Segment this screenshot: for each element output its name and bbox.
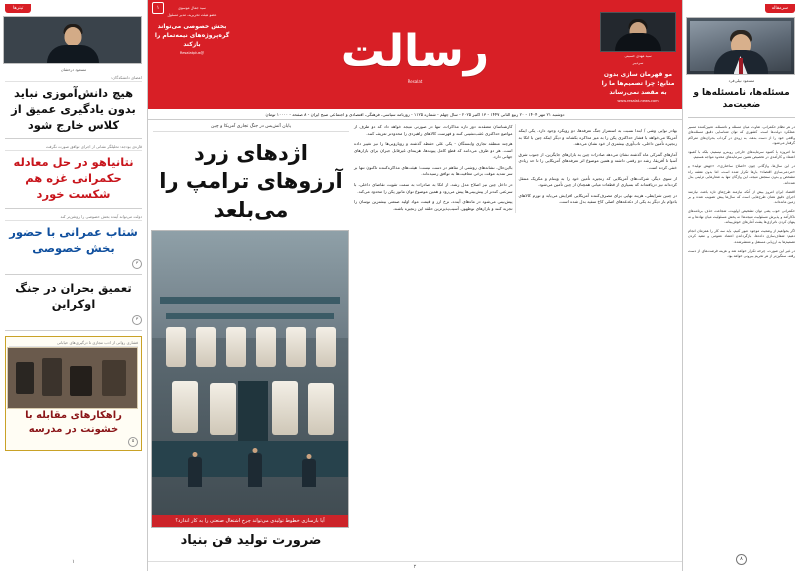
portrait-body (615, 33, 661, 51)
photo-roll (272, 381, 298, 435)
photo-roll (166, 327, 186, 367)
divider (5, 138, 142, 139)
masthead-logo-area (236, 0, 594, 108)
editorial-paragraph: در این سال‌ها، واژگانی چون «اصلاح ساختاری»، «جهش تولید» و «مردمی‌سازی اقتصاد» بارها تکرار شده است، اما بدون نقشه راه مشخص و بدون سنجش نتیجه، این واژگان تنها به شعارهایی تزئینی بدل شده‌اند. (688, 164, 795, 185)
issue-dateline: دوشنبه ۲۱ مهر ۱۴۰۴ - ۲۰ ربیع الثانی ۱۴۴۷ - ۱۳ اکتبر ۲۰۲۵ - سال چهلم - شماره ۱۱۲۵ - روزنامه سیاسی، فرهنگی، اقتصادی و اجتماعی صبح ایران - ۸ صفحه - ۱۰۰۰۰ تومان (148, 108, 682, 120)
divider (5, 208, 142, 209)
photo-roll (196, 327, 216, 367)
editorial-tab: سرمقاله (765, 4, 795, 13)
body-paragraph: آمارهای گمرکی ماه گذشته نشان می‌دهد صادرات چین به بازارهای جایگزین، از جنوب شرق آسیا تا آفریقا، رشد دو رقمی داشته و همین موضوع اثر تعرفه‌های آمریکایی را تا حد زیادی خنثی کرده است. (518, 151, 677, 170)
right-column-portrait (3, 16, 142, 64)
body-paragraph: در داخل چین نیز اصلاح مدل رشد، از اتکا به صادرات به سمت تقویت تقاضای داخلی، با سرعتی کندتر از پیش‌بینی‌ها پیش می‌رود و همین موضوع توان مانور پکن را محدود می‌کند. (354, 182, 513, 194)
photo-rack (160, 297, 340, 304)
portrait-head (64, 27, 81, 46)
right-column-tab: تیترها (5, 4, 31, 13)
page-ref-badge: ۳ (132, 259, 142, 269)
photo-worker (248, 453, 262, 487)
page-ref-badge: ۳ (132, 315, 142, 325)
photo-wall (152, 231, 348, 338)
masthead-left-portrait (600, 12, 676, 52)
editorial-page-number (688, 551, 795, 565)
photo-worker (302, 459, 316, 487)
body-paragraph: بهادر نوایی وشی / ابتدا نسبت به استمرار جنگ تعرفه‌ها، دو رویکرد وجود دارد. یکی اینکه آمریکا می‌خواهد با فشار حداکثری پکن را به میز مذاکره بکشاند و دیگر اینکه چین با اتکا به زنجیره تأمین داخلی، تاب‌آوری بیشتری از خود نشان می‌دهد. (518, 128, 677, 147)
lead-kicker: پایان آتش‌بس در جنگ تجاری آمریکا و چین (153, 124, 349, 132)
photo-roll (226, 327, 246, 367)
right-item3-headline[interactable]: شتاب عمرانی با حضور بخش خصوصی (9, 224, 138, 255)
right-item2-overline: قاره‌ی بودجه: تحلیلگر نشانی از اجرای توافق صورت نگرفت (5, 144, 142, 151)
page-badge: ۱ (152, 2, 164, 14)
right-headlines-column (0, 0, 148, 571)
masthead-left-panel (594, 0, 682, 108)
center-column (148, 0, 682, 571)
editorial-paragraph: در غیر این صورت، چرخه تکرار خواهد شد و هزینه فرصت‌های از دست رفته، سنگین‌تر از هر تحریم بیرونی خواهد بود. (688, 248, 795, 259)
body-paragraph: بااین‌حال، نشانه‌های روشنی از تفاهم در دست نیست؛ هیئت‌های مذاکره‌کننده تاکنون تنها بر سر تمدید موقت برخی معافیت‌ها به توافق رسیده‌اند. (354, 164, 513, 177)
photo-roll (210, 383, 236, 435)
body-paragraph: در چنین شرایطی، هزینه نهایی برای مصرف‌کننده آمریکایی افزایش می‌یابد و تورم کالاهای بادوام بار دیگر به یکی از دغدغه‌های اصلی کاخ سفید بدل شده است. (518, 192, 677, 205)
masthead-left-headline[interactable]: مو قهرمان سازی بدون منابع: چرا تصمیم‌ها ما را به مقصد نمی‌رساند (601, 70, 675, 96)
photo-figure (70, 366, 92, 396)
photo-roll (308, 383, 334, 435)
photo-roll (286, 327, 306, 367)
photo-roll (316, 327, 336, 367)
right-boxed-story (5, 336, 142, 451)
editorial-portrait (686, 17, 795, 75)
masthead-right-role: عضو هیئت تحریریه، مدیر مسئول (167, 13, 217, 18)
right-item4-headline[interactable]: تعمیق بحران در جنگ اوکراین (15, 280, 132, 311)
photo-roll (172, 381, 198, 433)
right-item2-headline[interactable]: نتانیاهو در حل معادله حکمرانی غزه هم شکست خورد (13, 155, 134, 202)
editorial-title[interactable]: مسئله‌ها، نامسئله‌ها و ضعیت‌مد (693, 88, 790, 111)
masthead-left-role: سردبیر (632, 61, 644, 66)
worker-head (193, 452, 198, 457)
masthead-website[interactable]: www.resalat-news.com (617, 98, 659, 103)
editorial-paragraph: در هر نظام حکمرانی، تفاوت میان مسئله و نامسئله، تعیین‌کننده مسیر عملکرد دولت‌ها است. کشوری که توان شناسایی دقیق مسئله‌های واقعی خود را از دست بدهد، به زودی در گرداب بحران‌های متراکم گرفتار می‌شود. (688, 124, 795, 146)
masthead-left-name: سید مهدی حسینی (624, 53, 652, 58)
right-item1-overline: اعضای دانشکدگان: (5, 75, 142, 82)
editorial-body (688, 121, 795, 263)
divider (5, 330, 142, 331)
right-item4-badge-row (5, 315, 142, 325)
body-paragraph: پیش‌بینی می‌شود در ماه‌های آینده، نرخ ارز و قیمت مواد اولیه صنعتی بیشترین نوسان را تجربه کنند و بازارهای نوظهور، آسیب‌پذیرترین حلقه این زنجیره باشند. (354, 199, 513, 211)
photo-figure (16, 362, 34, 394)
photo-roll (256, 327, 276, 367)
masthead-right-headline[interactable]: بخش خصوصی می‌تواند گره‌پروژه‌های نیمه‌تمام را بازکند (154, 22, 230, 48)
photo-rack (166, 313, 334, 319)
front-page-main (148, 120, 682, 561)
photo-worker (188, 457, 202, 487)
page-ref-badge: ۵ (128, 437, 138, 447)
lead-subheadline[interactable]: ضرورت تولید فن بنیاد (180, 533, 322, 549)
page-number-badge: ۸ (736, 554, 747, 565)
masthead-right-name: سید جمال موسوی (178, 6, 206, 10)
lead-photo (151, 230, 349, 528)
editorial-paragraph: ما امروزه با کمبود سرمایه‌های خارجی روبه‌رو نیستیم، بلکه با کمبود اعتماد و کارآمدی در تخصیص همین سرمایه‌های محدود مواجه هستیم. (688, 150, 795, 160)
right-item5-headline[interactable]: راهکارهای مقابله با خشونت در مدرسه (25, 409, 122, 435)
right-item1-headline[interactable]: هیچ دانش‌آموزی نباید بدون یادگیری عمیق از کلاس خارج شود (11, 86, 136, 133)
photo-figure (102, 360, 126, 396)
photo-figure (42, 358, 62, 396)
body-paragraph: کارشناسان معتقدند دور تازه مذاکرات، تنها در صورتی نتیجه خواهد داد که دو طرف از مواضع حداکثری عقب‌نشینی کنند و فهرست کالاهای راهبردی را محدودتر تعریف کنند. (354, 124, 513, 136)
editorial-byline: مسعود نیلی‌فرد (728, 78, 755, 83)
center-page-number: ۲ (148, 561, 682, 571)
right-item3-overline: دولت می‌تواند آینده بخش خصوصی را روشن‌تر کند (5, 214, 142, 221)
lead-headline[interactable]: اژدهای زرد آرزوهای ترامپ را می‌بلعد (159, 141, 343, 222)
lead-body-text (354, 124, 677, 213)
editorial-paragraph: اقتصاد ایران امروز بیش از آنکه نیازمند طرح‌های تازه باشد، نیازمند اجرای دقیق همان طرح‌هایی است که سال‌ها پیش تصویب شده و بر زمین مانده‌اند. (688, 189, 795, 205)
worker-head (307, 454, 312, 459)
divider (5, 274, 142, 275)
lead-photo-caption: آیا بازسازی خطوط تولیدی می‌تواند چرخ اشتغال صنعتی را به کار اندازد؟ (152, 515, 348, 527)
lead-body-columns (354, 124, 677, 557)
editorial-column (682, 0, 800, 571)
right-column-page-number: ۱ (72, 559, 75, 565)
body-paragraph: از سوی دیگر، شرکت‌های آمریکایی که زنجیره تأمین خود را به ویتنام و مکزیک منتقل کرده‌اند نیز دریافته‌اند که بسیاری از قطعات میانی همچنان از چین تأمین می‌شود. (518, 175, 677, 188)
editorial-paragraph: اگر بخواهیم از وضعیت موجود عبور کنیم، باید سه کار را همزمان انجام دهیم: شفاف‌سازی داده‌ها، بازگرداندن اعتماد عمومی و مقید کردن تصمیم‌ها به ارزیابی مستقل و منتشرشده. (688, 229, 795, 244)
right-item5-badge-row (9, 437, 138, 447)
portrait-body (47, 45, 99, 63)
editorial-paragraph: حکمرانی خوب یعنی توان تشخیص اولویت، شجاعت حذف برنامه‌های ناکارآمد و پذیرش مسئولیت نتیجه‌ها؛ نه پخش مسئولیت میان نهادها و نه پنهان کردن ناترازی‌ها پشت آمارهای خوش‌بینانه. (688, 209, 795, 225)
masthead (148, 0, 682, 108)
body-paragraph: هرچند منطقه تجاری وابستگان - یکی علی حفظه گذشته و رویارویی‌ها را نیز تغییر داده است. هر دو طرف می‌دانند که قطع کامل پیوندها، هزینه‌ای غیرقابل جبران برای بازارهای جهانی دارد. (354, 141, 513, 160)
masthead-right-panel (148, 0, 236, 108)
newspaper-logo: رسالت (340, 26, 490, 77)
worker-head (253, 448, 258, 453)
right-item5-photo (7, 347, 138, 409)
portrait-tie (739, 58, 743, 74)
newspaper-logo-subtitle: Resalat (407, 79, 423, 84)
right-item5-overline: فشاری روانی از ادب مجازی تا درگیری‌های خیابانی (9, 340, 138, 347)
lead-story (153, 124, 349, 557)
masthead-handle[interactable]: @Resalatplus (179, 50, 205, 55)
right-item3-badge-row (5, 259, 142, 269)
photo-machine (238, 381, 268, 441)
divider (688, 117, 795, 118)
right-column-photo-byline: مسعود درخشان (60, 67, 87, 72)
